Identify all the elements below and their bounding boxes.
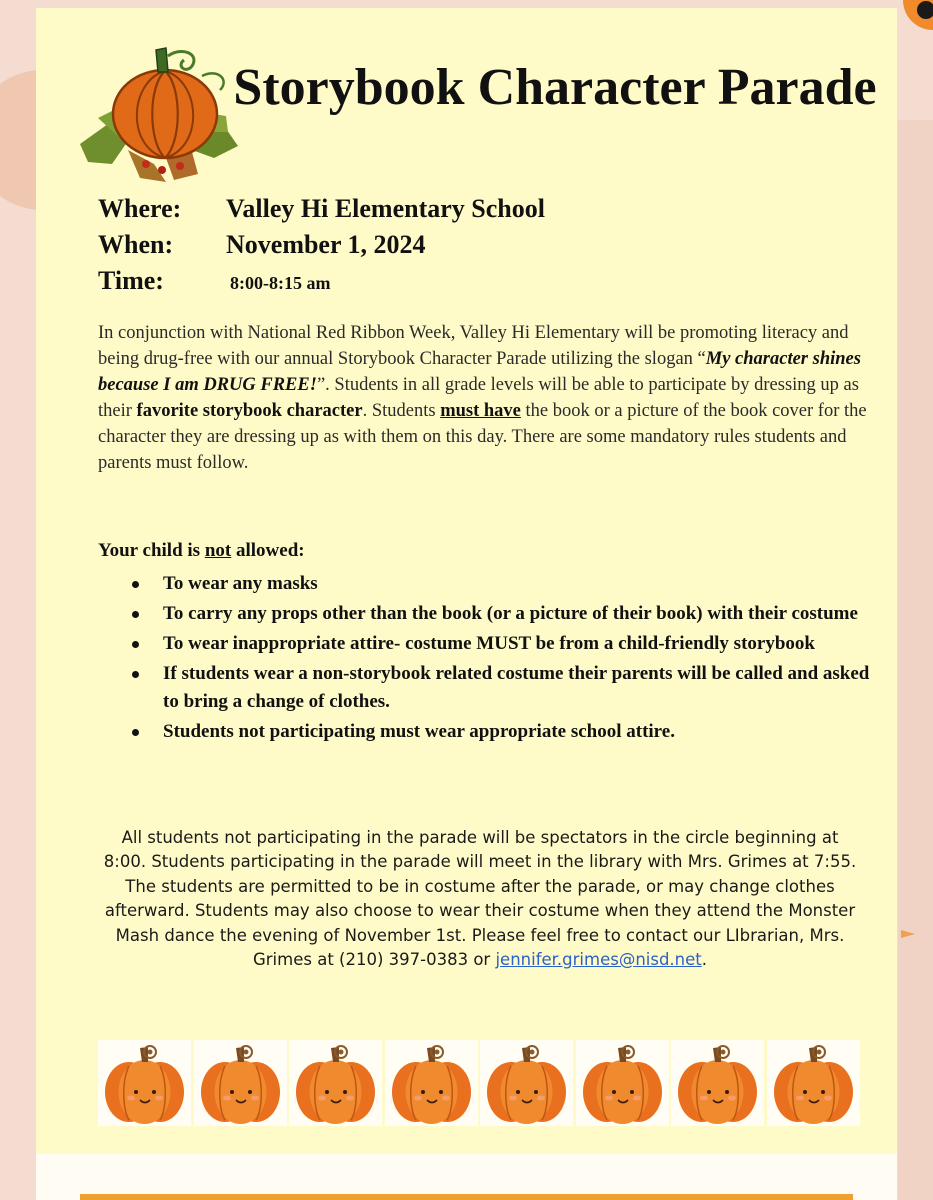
pumpkin-leaves-icon (70, 46, 245, 186)
smiling-pumpkin-icon (194, 1040, 287, 1126)
where-value: Valley Hi Elementary School (226, 194, 545, 223)
rule-text: To wear inappropriate attire- costume MUST be from a child-friendly storybook (163, 633, 815, 654)
intro-paragraph (98, 320, 868, 476)
smiling-pumpkin-icon (385, 1040, 478, 1126)
favorite-character-emphasis: favorite storybook character (136, 401, 363, 421)
rule-text: To carry any props other than the book (or a picture of their book) with their costume (163, 603, 858, 624)
time-value: 8:00-8:15 am (230, 273, 331, 293)
rules-heading-text: Your child is (98, 540, 205, 561)
rule-text: Students not participating must wear appropriate school attire. (163, 721, 675, 742)
email-link[interactable]: jennifer.grimes@nisd.net (495, 950, 702, 970)
decoration-arrow-icon (901, 930, 915, 938)
rule-text: To wear any masks (163, 573, 318, 594)
rule-text: If students wear a non-storybook related costume their parents will be called and asked to bring a change of clothes. (163, 663, 870, 712)
list-item (130, 600, 870, 628)
smiling-pumpkin-icon (480, 1040, 573, 1126)
intro-text: the book or a picture of the book cover for the character they are dressing up as with them on this day. There are some mandatory rules students and parents must follow. (98, 401, 867, 473)
smiling-pumpkin-icon (98, 1040, 191, 1126)
bullet-icon (132, 581, 139, 588)
where-label: Where: (98, 194, 182, 223)
page-title: Storybook Character Parade (233, 59, 877, 116)
list-item (130, 660, 870, 716)
next-page-rule (80, 1194, 853, 1200)
must-have-emphasis: must have (440, 401, 521, 421)
rules-heading (98, 540, 305, 562)
rules-list (130, 570, 870, 748)
list-item (130, 570, 870, 598)
rules-heading-text: allowed: (231, 540, 305, 561)
time-label: Time: (98, 266, 164, 295)
bullet-icon (132, 641, 139, 648)
slogan: My character shines because I am DRUG FREE! (98, 349, 861, 395)
closing-text: All students not participating in the parade will be spectators in the circle beginning at 8:00. Students participating in the parade will meet in the library with Mrs. Grimes at 7:55. The students are permitted to be in costume after the parade, or may change clothes afterward. Students may also choose to wear their costume when they attend the Monster Mash dance the evening of November 1st. Please feel free to contact our LIbrarian, Mrs. Grimes at (210) 397-0383 or (103, 828, 857, 970)
closing-paragraph (98, 826, 862, 972)
smiling-pumpkin-icon (671, 1040, 764, 1126)
background-decoration-strip (898, 120, 933, 1200)
intro-text: ”. Students in all grade levels will be able to participate by dressing up as their (98, 375, 859, 421)
when-label: When: (98, 230, 174, 259)
smiling-pumpkin-icon (767, 1040, 860, 1126)
decoration-corner-icon (893, 0, 933, 40)
closing-text: . (701, 950, 708, 970)
bullet-icon (132, 671, 139, 678)
list-item (130, 718, 870, 746)
smiling-pumpkin-icon (289, 1040, 382, 1126)
intro-text: . Students (362, 401, 441, 421)
when-value: November 1, 2024 (226, 230, 426, 259)
intro-text: In conjunction with National Red Ribbon Week, Valley Hi Elementary will be promoting literacy and being drug-free with our annual Storybook Character Parade utilizing the slogan “ (98, 323, 849, 369)
rules-heading-not: not (204, 540, 232, 561)
bullet-icon (132, 729, 139, 736)
pumpkin-border (98, 1040, 862, 1126)
list-item (130, 630, 870, 658)
smiling-pumpkin-icon (576, 1040, 669, 1126)
bullet-icon (132, 611, 139, 618)
